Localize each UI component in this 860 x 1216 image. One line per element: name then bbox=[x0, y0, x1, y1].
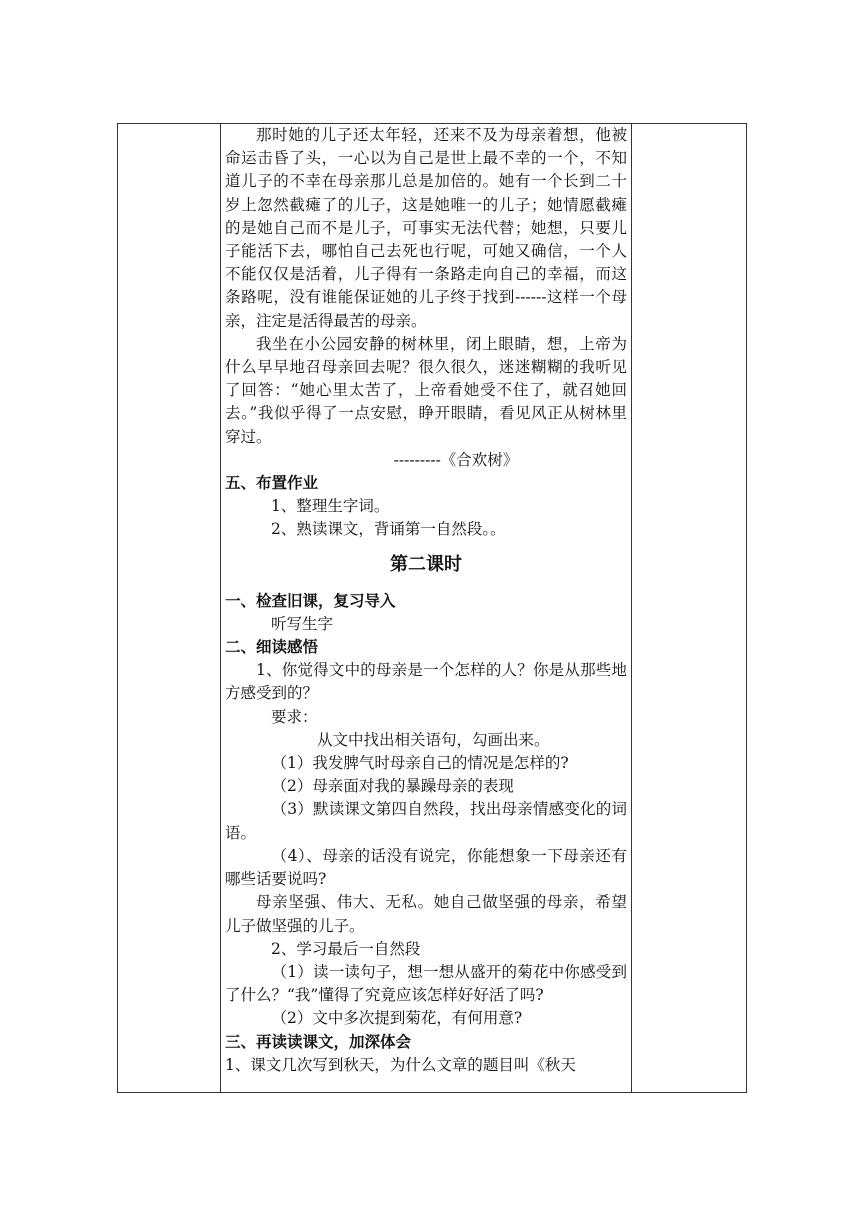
section-5-heading: 五、布置作业 bbox=[225, 474, 319, 493]
question-2: 2、学习最后一自然段 bbox=[271, 939, 421, 958]
lesson-plan-table bbox=[117, 123, 747, 1093]
sub-question-4: （4）、母亲的话没有说完，你能想象一下母亲还有哪些话要说吗? bbox=[225, 846, 627, 889]
lesson-2-title: 第二课时 bbox=[390, 553, 462, 575]
table-content-column bbox=[221, 124, 631, 1092]
lesson-2-section-1-heading: 一、检查旧课，复习导入 bbox=[225, 591, 396, 610]
table-left-column bbox=[118, 124, 221, 1092]
passage-source: ---------《合欢树》 bbox=[393, 450, 519, 469]
sub-question-3: （3）默读课文第四自然段，找出母亲情感变化的词语。 bbox=[225, 800, 627, 842]
lesson-2-section-3-heading: 三、再读读课文，加深体会 bbox=[225, 1032, 412, 1051]
requirement-text: 从文中找出相关语句，勾画出来。 bbox=[317, 730, 550, 749]
passage-paragraph-1: 那时她的儿子还太年轻，还来不及为母亲着想，他被命运击昏了头，一心以为自己是世上最不幸的一个，不知道儿子的不幸在母亲那儿总是加倍的。她有一个长到二十岁上忽然截瘫了的儿子，这是她唯一的儿子；她情愿截瘫的是她自己而不是儿子，可事实无法代替；她想，只要儿子能活下去，哪怕自己去死也行呢，可她又确信，一个人不能仅仅是活着，儿子得有一条路走向自己的幸福，而这条路呢，没有谁能保证她的儿子终于找到------这样一个母亲，注定是活得最苦的母亲。 bbox=[225, 126, 627, 330]
sub-question-1: （1）我发脾气时母亲自己的情况是怎样的? bbox=[271, 754, 569, 773]
sub-question-2: （2）母亲面对我的暴躁母亲的表现 bbox=[271, 777, 514, 796]
requirement-label: 要求： bbox=[271, 707, 318, 726]
dictation-item: 听写生字 bbox=[271, 614, 334, 633]
homework-item-1: 1、整理生字词。 bbox=[271, 497, 390, 516]
section-3-item-1: 1、课文几次写到秋天，为什么文章的题目叫《秋天 bbox=[225, 1055, 576, 1074]
table-right-column bbox=[631, 124, 746, 1092]
question-1: 1、你觉得文中的母亲是一个怎样的人？你是从那些地方感受到的？ bbox=[225, 661, 627, 703]
lesson-2-section-2-heading: 二、细读感悟 bbox=[225, 638, 319, 657]
homework-item-2: 2、熟读课文，背诵第一自然段。。 bbox=[271, 520, 506, 539]
passage-paragraph-2: 我坐在小公园安静的树林里，闭上眼睛，想，上帝为什么早早地召母亲回去呢？很久很久，迷迷糊糊的我听见了回答：“她心里太苦了，上帝看她受不住了，就召她回去。”我似乎得了一点安慰，睁开眼睛，看见风正从树林里穿过。 bbox=[225, 334, 627, 446]
question-2-sub-1: （1）读一读句子，想一想从盛开的菊花中你感受到了什么？“我”懂得了究竟应该怎样好好活了吗? bbox=[225, 962, 627, 1005]
summary-text: 母亲坚强、伟大、无私。她自己做坚强的母亲，希望儿子做坚强的儿子。 bbox=[225, 893, 627, 935]
question-2-sub-2: （2）文中多次提到菊花，有何用意? bbox=[271, 1009, 523, 1028]
